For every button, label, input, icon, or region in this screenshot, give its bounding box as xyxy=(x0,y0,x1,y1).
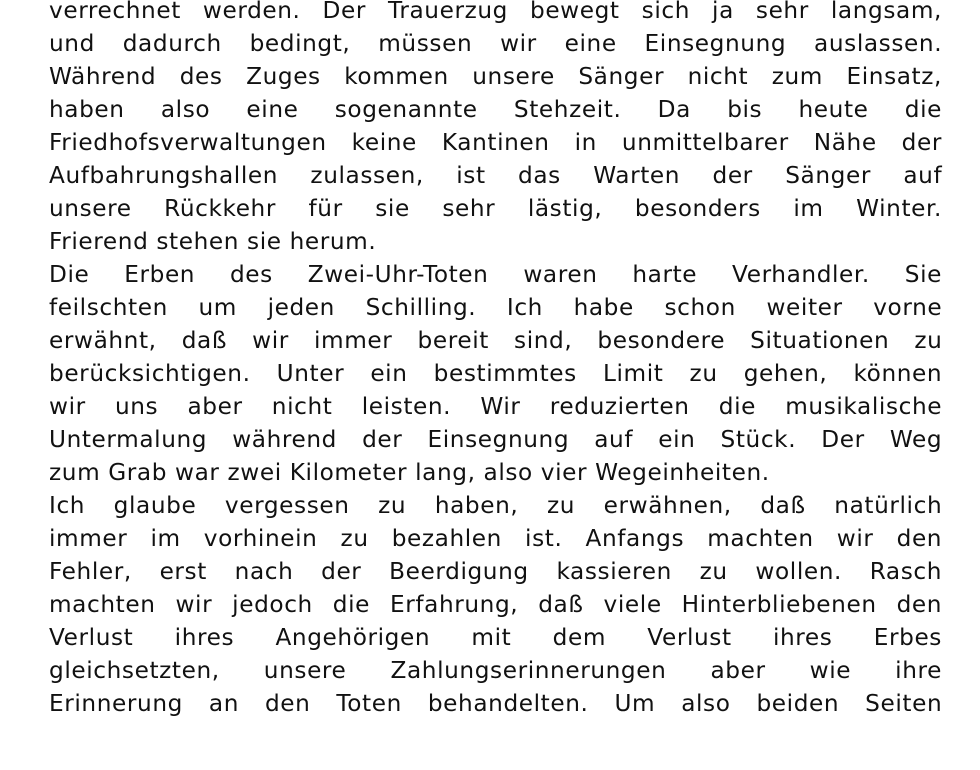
text-line: Während des Zuges kommen unsere Sänger nicht zum Einsatz, xyxy=(49,63,942,90)
body-text xyxy=(49,0,942,720)
text-line: unsere Rückkehr für sie sehr lästig, besonders im Winter. xyxy=(49,195,942,222)
text-line: Aufbahrungshallen zulassen, ist das Warten der Sänger auf xyxy=(49,162,943,189)
text-line: immer im vorhinein zu bezahlen ist. Anfangs machten wir den xyxy=(49,525,943,552)
text-line: haben also eine sogenannte Stehzeit. Da bis heute die xyxy=(49,96,942,123)
text-line: Friedhofsverwaltungen keine Kantinen in unmittelbarer Nähe der xyxy=(49,129,942,156)
text-line: Untermalung während der Einsegnung auf ein Stück. Der Weg xyxy=(49,426,943,453)
text-line: wir uns aber nicht leisten. Wir reduzierten die musikalische xyxy=(49,393,943,420)
text-line: verrechnet werden. Der Trauerzug bewegt sich ja sehr langsam, xyxy=(49,0,942,24)
text-line: erwähnt, daß wir immer bereit sind, besondere Situationen zu xyxy=(49,327,943,354)
text-line: feilschten um jeden Schilling. Ich habe schon weiter vorne xyxy=(49,294,943,321)
text-line: Verlust ihres Angehörigen mit dem Verlust ihres Erbes xyxy=(49,624,942,651)
text-line: Fehler, erst nach der Beerdigung kassieren zu wollen. Rasch xyxy=(49,558,943,585)
text-line: Ich glaube vergessen zu haben, zu erwähnen, daß natürlich xyxy=(49,492,943,519)
text-line: Erinnerung an den Toten behandelten. Um also beiden Seiten xyxy=(49,690,943,717)
text-line: zum Grab war zwei Kilometer lang, also vier Wegeinheiten. xyxy=(49,459,770,486)
text-line: Frierend stehen sie herum. xyxy=(49,228,377,255)
text-line: berücksichtigen. Unter ein bestimmtes Limit zu gehen, können xyxy=(49,360,943,387)
text-line: und dadurch bedingt, müssen wir eine Einsegnung auslassen. xyxy=(49,30,943,57)
text-line: gleichsetzten, unsere Zahlungserinnerungen aber wie ihre xyxy=(49,657,942,684)
text-line: Die Erben des Zwei-Uhr-Toten waren harte Verhandler. Sie xyxy=(49,261,942,288)
text-line: machten wir jedoch die Erfahrung, daß viele Hinterbliebenen den xyxy=(49,591,943,618)
